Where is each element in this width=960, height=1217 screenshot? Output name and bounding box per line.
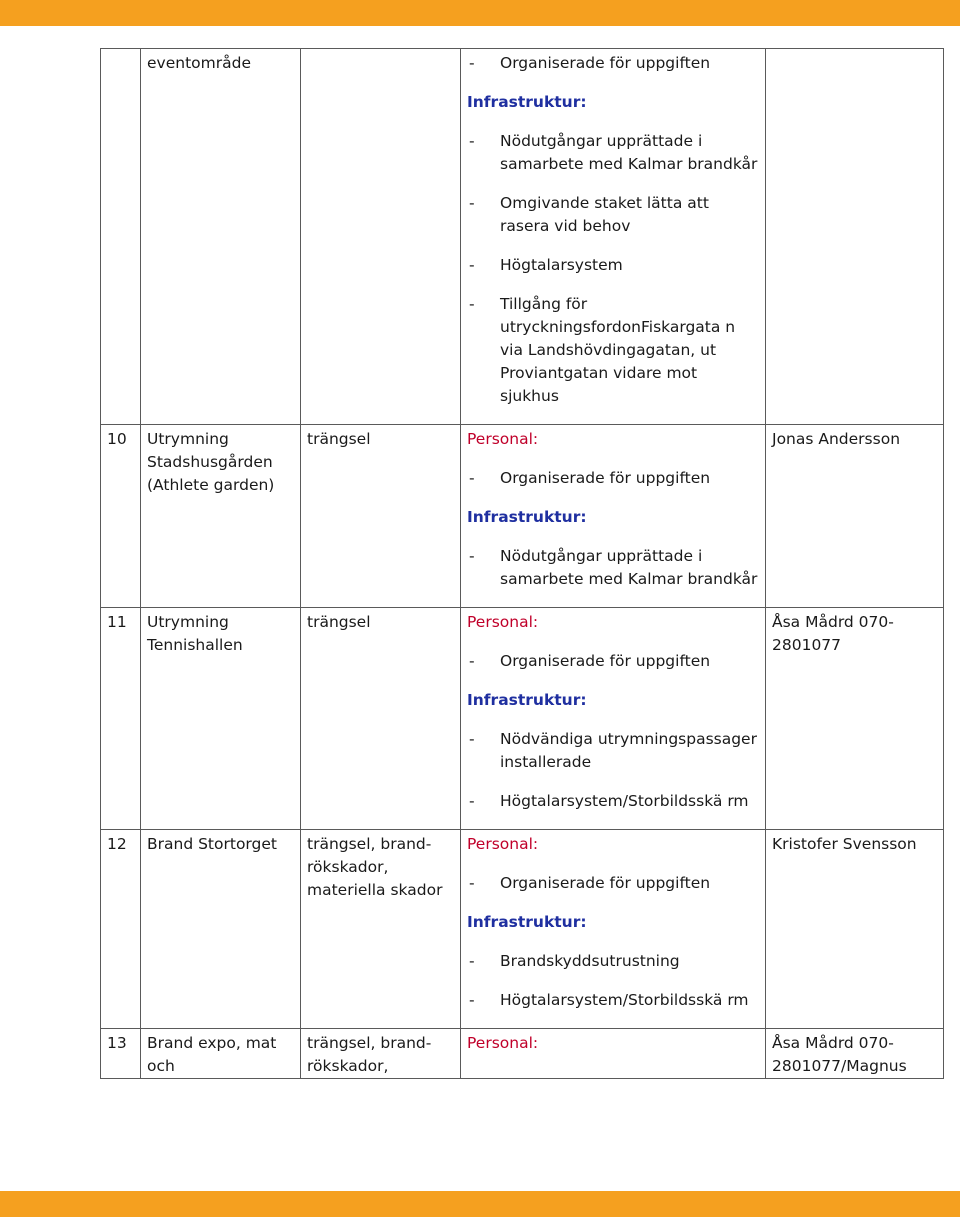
infrastructure-item [467,254,759,277]
personal-label: Personal: [467,835,539,853]
infrastructure-item-text: Nödutgångar upprättade i samarbete med Kalmar brandkår [500,132,758,173]
spacer [467,774,759,790]
infrastructure-item-text: Nödutgångar upprättade i samarbete med Kalmar brandkår [500,547,758,588]
dash-marker: - [469,952,475,970]
infrastructure-item-text: Brandskyddsutrustning [500,952,680,970]
spacer [467,277,759,293]
infrastructure-item-text: Nödvändiga utrymningspassager installerade [500,730,757,771]
dash-marker: - [469,54,475,72]
spacer [467,856,759,872]
dash-marker: - [469,132,475,150]
dash-marker: - [469,652,475,670]
spacer [467,529,759,545]
row-number-cell [101,1029,141,1079]
bottom-color-band [0,1191,960,1217]
infrastructure-label: Infrastruktur: [467,508,587,526]
table-row [101,425,944,608]
personal-item-text: Organiserade för uppgiften [500,652,711,670]
contact-cell [766,608,944,830]
infrastructure-item [467,293,759,408]
row-number: 11 [107,613,127,631]
place-cell [141,425,301,608]
infrastructure-item-text: Högtalarsystem/Storbildsskä rm [500,792,749,810]
contact-cell [766,830,944,1029]
personal-item [467,52,759,75]
risk-cell [301,425,461,608]
infrastructure-item-text: Omgivande staket lätta att rasera vid behov [500,194,709,235]
personal-item [467,650,759,673]
infrastructure-item [467,192,759,238]
spacer [467,408,759,424]
risk-text: trängsel, brand-rökskador, materiella skador [307,835,443,899]
personal-label: Personal: [467,430,539,448]
row-number-cell [101,830,141,1029]
risk-table-body [101,49,944,1079]
spacer [467,238,759,254]
place-cell [141,608,301,830]
infrastructure-item [467,545,759,591]
personal-item [467,467,759,490]
risk-text: trängsel, brand-rökskador, [307,1034,432,1075]
dash-marker: - [469,194,475,212]
measures-cell [461,608,766,830]
contact-text: Kristofer Svensson [772,835,917,853]
contact-cell [766,425,944,608]
place-cell [141,830,301,1029]
infrastructure-label: Infrastruktur: [467,913,587,931]
spacer [467,114,759,130]
spacer [467,451,759,467]
personal-item-text: Organiserade för uppgiften [500,469,711,487]
dash-marker: - [469,469,475,487]
table-row [101,830,944,1029]
risk-text: trängsel [307,430,371,448]
personal-item [467,872,759,895]
place-text: Utrymning Tennishallen [147,613,243,654]
personal-item-text: Organiserade för uppgiften [500,54,711,72]
dash-marker: - [469,874,475,892]
place-text: eventområde [147,54,251,72]
spacer [467,1012,759,1028]
spacer [467,1055,759,1071]
personal-label: Personal: [467,1034,539,1052]
spacer [467,895,759,911]
place-text: Brand Stortorget [147,835,277,853]
dash-marker: - [469,295,475,313]
dash-marker: - [469,991,475,1009]
row-number: 10 [107,430,127,448]
risk-cell [301,608,461,830]
row-number-cell [101,608,141,830]
spacer [467,813,759,829]
personal-label: Personal: [467,613,539,631]
infrastructure-item [467,130,759,176]
contact-text: Jonas Andersson [772,430,901,448]
risk-text: trängsel [307,613,371,631]
measures-cell [461,830,766,1029]
spacer [467,75,759,91]
spacer [467,973,759,989]
measures-cell [461,49,766,425]
table-row [101,1029,944,1079]
top-color-band [0,0,960,26]
dash-marker: - [469,547,475,565]
row-number-cell [101,425,141,608]
infrastructure-label: Infrastruktur: [467,93,587,111]
measures-cell [461,1029,766,1079]
row-number: 12 [107,835,127,853]
infrastructure-item-text: Tillgång för utryckningsfordonFiskargata n via Landshövdingagatan, ut Proviantgatan vidare mot sjukhus [500,295,736,405]
spacer [467,712,759,728]
spacer [467,673,759,689]
infrastructure-item [467,950,759,973]
risk-cell [301,830,461,1029]
dash-marker: - [469,792,475,810]
spacer [467,934,759,950]
row-number: 13 [107,1034,127,1052]
contact-cell [766,49,944,425]
infrastructure-item [467,790,759,813]
dash-marker: - [469,730,475,748]
risk-table [100,48,944,1079]
spacer [467,176,759,192]
personal-item-text: Organiserade för uppgiften [500,874,711,892]
place-cell [141,49,301,425]
spacer [467,490,759,506]
infrastructure-item [467,728,759,774]
infrastructure-label: Infrastruktur: [467,691,587,709]
infrastructure-item-text: Högtalarsystem [500,256,623,274]
row-number-cell [101,49,141,425]
contact-text: Åsa Mådrd 070-2801077 [772,613,894,654]
infrastructure-item-text: Högtalarsystem/Storbildsskä rm [500,991,749,1009]
contact-cell [766,1029,944,1079]
table-row [101,608,944,830]
place-text: Utrymning Stadshusgården (Athlete garden) [147,430,275,494]
risk-cell [301,49,461,425]
contact-text: Åsa Mådrd 070-2801077/Magnus [772,1034,907,1075]
measures-cell [461,425,766,608]
spacer [467,591,759,607]
spacer [467,634,759,650]
risk-cell [301,1029,461,1079]
dash-marker: - [469,256,475,274]
place-cell [141,1029,301,1079]
infrastructure-item [467,989,759,1012]
place-text: Brand expo, mat och [147,1034,277,1075]
table-row [101,49,944,425]
